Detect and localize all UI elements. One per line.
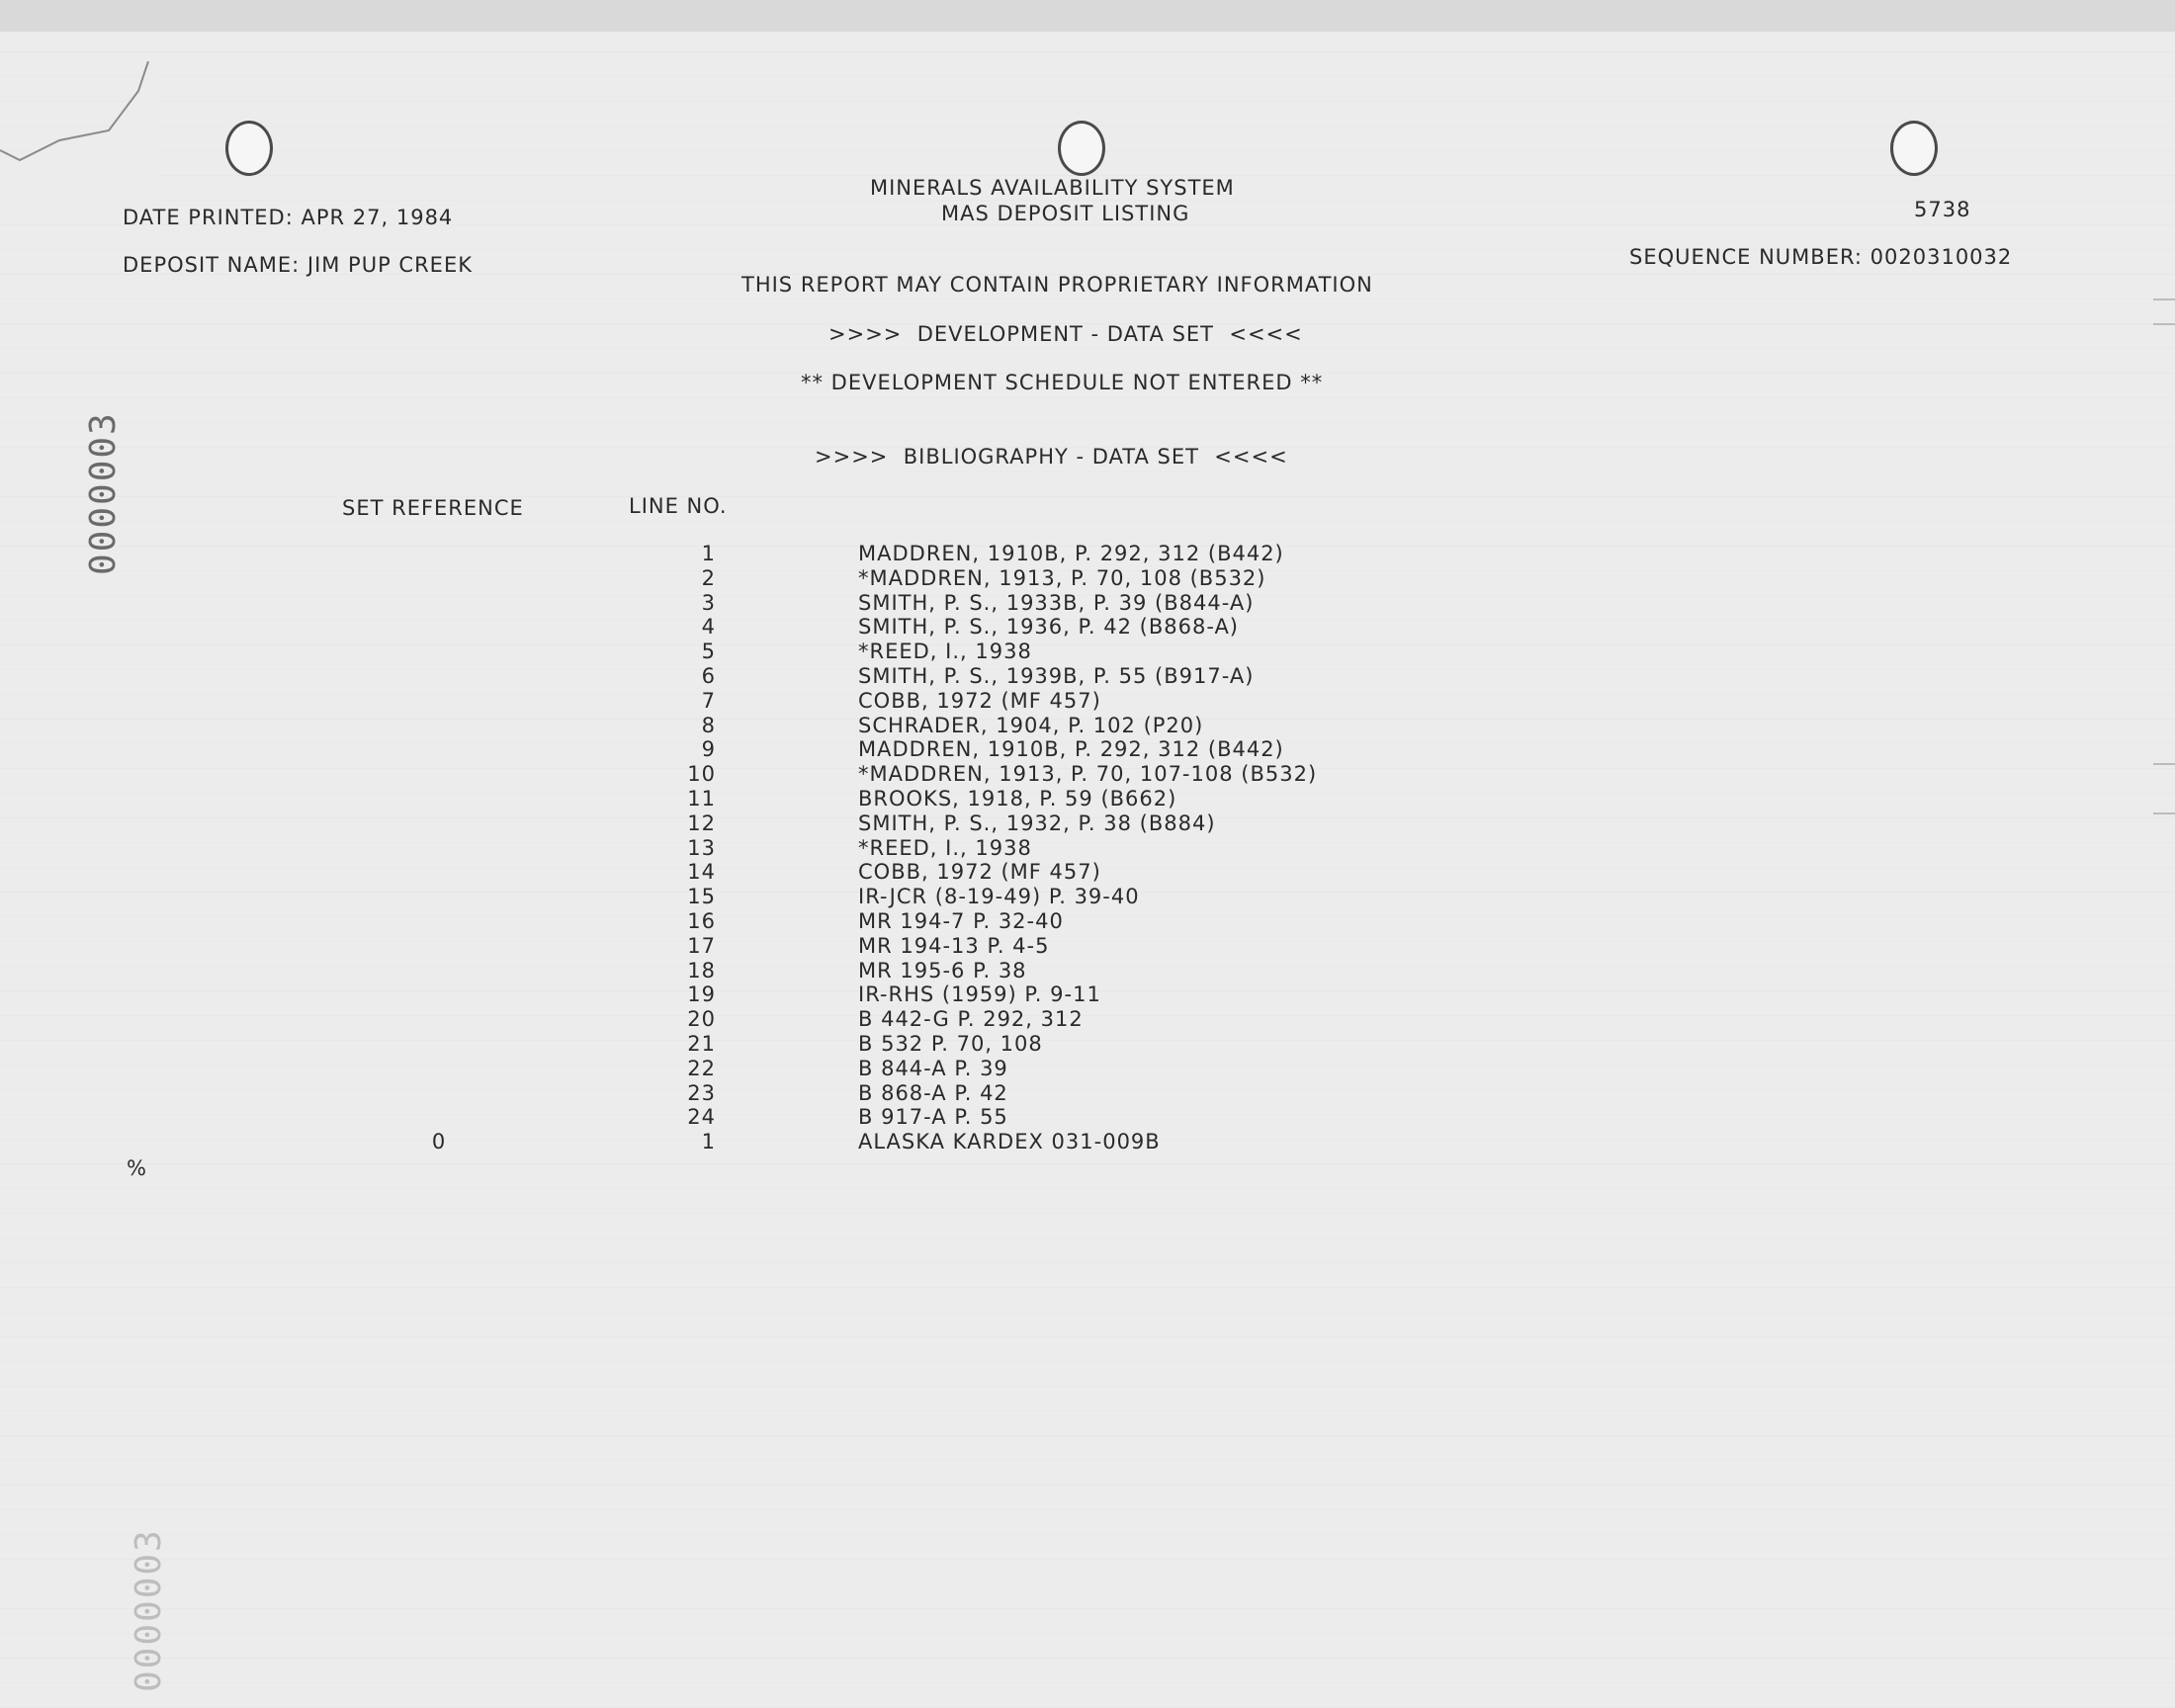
reference-text: *MADDREN, 1913, P. 70, 107-108 (B532) [858,762,1318,787]
list-item [0,860,2175,885]
list-item [0,1057,2175,1081]
reference-text: SMITH, P. S., 1932, P. 38 (B884) [858,811,1216,835]
line-number: 15 [687,885,716,909]
list-item [0,959,2175,983]
reference-text: MR 195-6 P. 38 [858,958,1027,982]
line-number: 9 [701,737,716,762]
line-number: 1 [701,542,716,565]
edge-mark [2153,299,2175,300]
list-item [0,811,2175,836]
reference-text: B 868-A P. 42 [858,1080,1008,1105]
list-item [0,542,2175,566]
development-heading: >>>> DEVELOPMENT - DATA SET <<<< [828,322,1303,346]
reference-text: MR 194-7 P. 32-40 [858,909,1064,933]
edge-mark [2153,323,2175,325]
reference-text: ALASKA KARDEX 031-009B [858,1130,1161,1154]
line-number: 23 [687,1080,716,1105]
list-item [0,762,2175,787]
line-number: 13 [687,835,716,860]
bibliography-heading: >>>> BIBLIOGRAPHY - DATA SET <<<< [815,445,1288,469]
binder-hole-right [1890,121,1938,176]
reference-text: B 917-A P. 55 [858,1105,1008,1130]
list-item [0,615,2175,640]
reference-text: B 532 P. 70, 108 [858,1032,1043,1056]
reference-text: IR-RHS (1959) P. 9-11 [858,982,1101,1007]
deposit-name: DEPOSIT NAME: JIM PUP CREEK [123,253,473,277]
reference-text: COBB, 1972 (MF 457) [858,688,1101,713]
system-title: MINERALS AVAILABILITY SYSTEM [870,176,1235,200]
footer-mark: % [127,1156,147,1180]
list-item [0,1007,2175,1032]
reference-text: B 844-A P. 39 [858,1056,1008,1080]
development-notice: ** DEVELOPMENT SCHEDULE NOT ENTERED ** [801,371,1324,394]
line-number: 3 [701,590,716,615]
document-page [0,32,2175,1708]
column-header-set-reference: SET REFERENCE [342,496,524,520]
list-item [0,714,2175,738]
reference-text: MADDREN, 1910B, P. 292, 312 (B442) [858,737,1284,762]
list-item [0,885,2175,909]
line-number: 10 [687,762,716,787]
binder-hole-left [225,121,273,176]
listing-title: MAS DEPOSIT LISTING [941,202,1190,225]
line-number: 2 [701,565,716,590]
column-header-line-no: LINE NO. [629,494,728,518]
list-item [0,1130,2175,1154]
page-number: 5738 [1914,198,1971,221]
reference-text: SMITH, P. S., 1939B, P. 55 (B917-A) [858,664,1255,688]
reference-text: *MADDREN, 1913, P. 70, 108 (B532) [858,565,1266,590]
list-item [0,591,2175,616]
list-item [0,1032,2175,1057]
list-item [0,982,2175,1007]
proprietary-notice: THIS REPORT MAY CONTAIN PROPRIETARY INFORMATION [741,273,1373,297]
list-item [0,689,2175,714]
margin-stamp-faint: 0000003 [129,1528,169,1692]
line-number: 21 [687,1032,716,1056]
reference-text: IR-JCR (8-19-49) P. 39-40 [858,885,1140,909]
line-number: 17 [687,933,716,958]
torn-corner [0,61,158,219]
line-number: 22 [687,1056,716,1080]
line-number: 5 [701,640,716,664]
sequence-number: SEQUENCE NUMBER: 0020310032 [1629,245,2013,269]
line-number: 14 [687,860,716,885]
list-item [0,909,2175,934]
reference-text: MADDREN, 1910B, P. 292, 312 (B442) [858,542,1284,565]
reference-text: MR 194-13 P. 4-5 [858,933,1050,958]
line-number: 4 [701,615,716,640]
set-reference-value: 0 [431,1130,447,1154]
line-number: 12 [687,811,716,835]
line-number: 20 [687,1007,716,1032]
reference-text: SMITH, P. S., 1933B, P. 39 (B844-A) [858,590,1255,615]
reference-text: *REED, I., 1938 [858,640,1032,664]
line-number: 24 [687,1105,716,1130]
list-item [0,640,2175,664]
list-item [0,1081,2175,1106]
reference-text: B 442-G P. 292, 312 [858,1007,1084,1032]
line-number: 18 [687,958,716,982]
binder-hole-center [1058,121,1105,176]
reference-text: BROOKS, 1918, P. 59 (B662) [858,787,1177,811]
line-number: 6 [701,664,716,688]
list-item [0,566,2175,591]
list-item [0,664,2175,689]
line-number: 11 [687,787,716,811]
reference-text: *REED, I., 1938 [858,835,1032,860]
list-item [0,836,2175,861]
line-number: 19 [687,982,716,1007]
line-number: 7 [701,688,716,713]
reference-text: SMITH, P. S., 1936, P. 42 (B868-A) [858,615,1240,640]
list-item [0,1105,2175,1130]
line-number: 1 [701,1130,716,1154]
list-item [0,934,2175,959]
date-printed: DATE PRINTED: APR 27, 1984 [123,206,454,229]
line-number: 8 [701,713,716,737]
reference-text: COBB, 1972 (MF 457) [858,860,1101,885]
list-item [0,787,2175,811]
line-number: 16 [687,909,716,933]
list-item [0,737,2175,762]
reference-text: SCHRADER, 1904, P. 102 (P20) [858,713,1204,737]
margin-stamp: 0000003 [83,411,124,575]
